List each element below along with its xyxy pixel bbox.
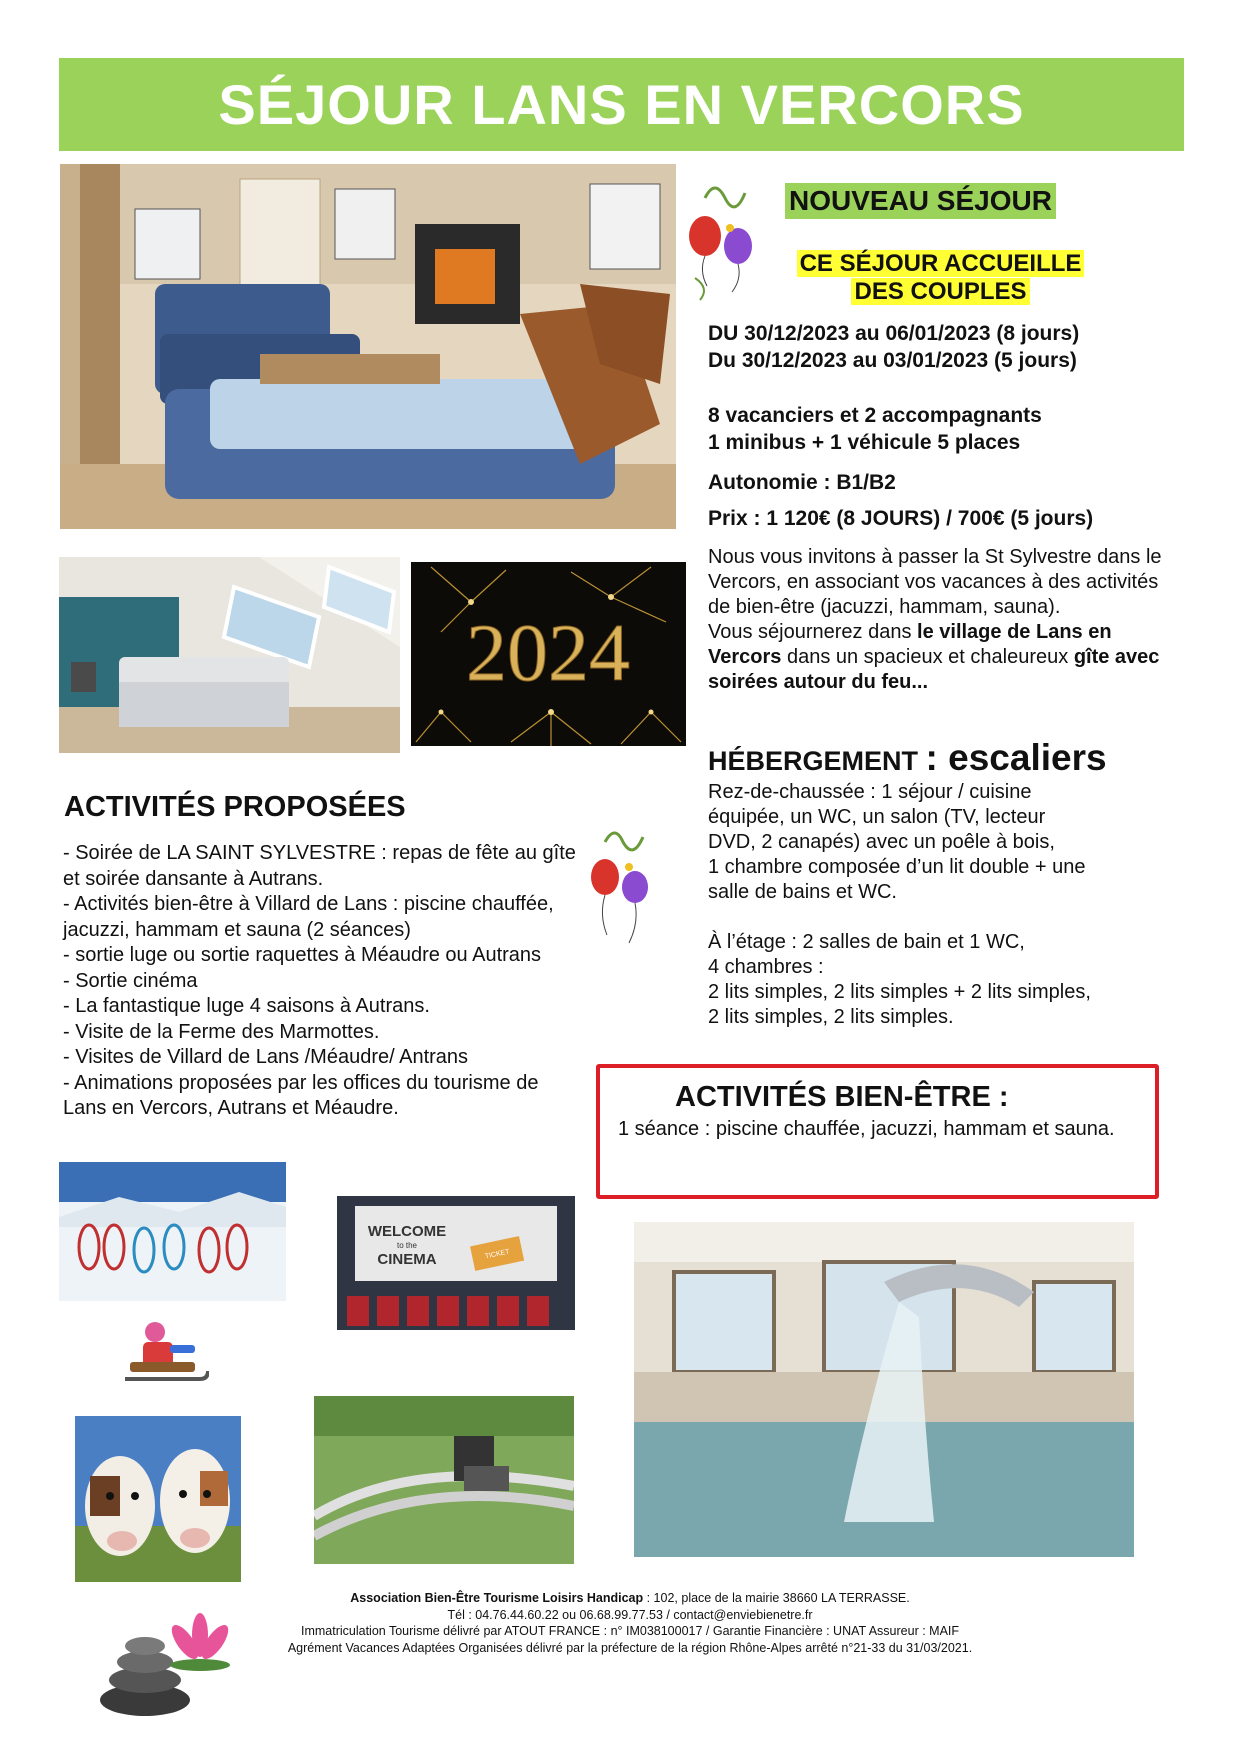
list-item: - Sortie cinéma	[63, 969, 198, 992]
list-item: - Activités bien-être à Villard de Lans : piscine chauffée, jacuzzi, hammam et sauna (2 séances)	[63, 893, 554, 941]
group-info	[708, 402, 1042, 456]
accommodation-line: À l’étage : 2 salles de bain et 1 WC,	[708, 931, 1025, 953]
page-title: SÉJOUR LANS EN VERCORS	[218, 73, 1025, 136]
year-2024-text: 2024	[466, 607, 630, 698]
accommodation-line: 1 chambre composée d’un lit double + une	[708, 856, 1086, 878]
alpine-coaster-photo	[314, 1396, 574, 1564]
footer-line: Association Bien-Être Tourisme Loisirs Handicap : 102, place de la mairie 38660 LA TERRASSE.	[350, 1591, 910, 1605]
spa-stones-lotus-image	[90, 1580, 240, 1730]
cows-photo	[75, 1416, 241, 1582]
accommodation-line: DVD, 2 canapés) avec un poêle à bois,	[708, 831, 1055, 853]
accommodation-line: Rez-de-chaussée : 1 séjour / cuisine	[708, 781, 1032, 803]
wellness-text: 1 séance : piscine chauffée, jacuzzi, hammam et sauna.	[618, 1118, 1115, 1140]
list-item: - Visites de Villard de Lans /Méaudre/ Antrans	[63, 1046, 469, 1068]
footer-line: Agrément Vacances Adaptées Organisées délivré par la préfecture de la région Rhône-Alpes arrêté n°21-33 du 31/03/2021.	[287, 1640, 973, 1655]
accommodation-line: 2 lits simples, 2 lits simples.	[708, 1006, 954, 1028]
vehicles: 1 minibus + 1 véhicule 5 places	[708, 431, 1021, 454]
cinema-image	[337, 1196, 575, 1330]
balloons-icon	[680, 178, 765, 302]
accommodation-line: salle de bains et WC.	[708, 881, 897, 903]
activities-list	[63, 841, 585, 1122]
autonomy-level: Autonomie : B1/B2	[708, 471, 896, 494]
cinema-welcome-text: WELCOME	[367, 1223, 447, 1240]
couples-notice: CE SÉJOUR ACCUEILLE DES COUPLES	[778, 250, 1103, 306]
participants: 8 vacanciers et 2 accompagnants	[708, 404, 1042, 427]
bedroom-photo	[59, 557, 400, 753]
accommodation-line: 4 chambres :	[708, 956, 824, 978]
list-item: - Visite de la Ferme des Marmottes.	[63, 1020, 380, 1043]
wellness-box	[596, 1064, 1159, 1199]
list-item: - Soirée de LA SAINT SYLVESTRE : repas de fête au gîte et soirée dansante à Autrans.	[63, 842, 576, 890]
sled-icon	[115, 1317, 209, 1392]
living-room-photo	[60, 164, 676, 529]
balloons-icon	[585, 822, 657, 967]
cinema-ticket-text: TICKET	[484, 1248, 511, 1261]
title-banner	[59, 58, 1184, 151]
list-item: - La fantastique luge 4 saisons à Autrans.	[63, 995, 430, 1017]
accommodation-line: 2 lits simples, 2 lits simples + 2 lits simples,	[708, 981, 1091, 1003]
date-line: DU 30/12/2023 au 06/01/2023 (8 jours)	[708, 322, 1080, 345]
accommodation-line: équipée, un WC, un salon (TV, lecteur	[708, 806, 1046, 828]
stay-dates	[708, 320, 1079, 374]
accommodation-details	[708, 780, 1168, 1030]
cinema-word-text: CINEMA	[377, 1251, 437, 1268]
footer-line: Immatriculation Tourisme délivré par ATOUT FRANCE : n° IM038100017 / Garantie Financière : UNAT Assureur : MAIF	[300, 1624, 960, 1638]
price: Prix : 1 120€ (8 JOURS) / 700€ (5 jours)	[708, 507, 1094, 530]
cinema-to-text: to the	[396, 1241, 418, 1250]
new-stay-label: NOUVEAU SÉJOUR	[785, 183, 1056, 219]
footer	[220, 1590, 1040, 1656]
pool-photo	[634, 1222, 1134, 1557]
accommodation-spacer	[708, 905, 1168, 930]
list-item: - Animations proposées par les offices du tourisme de Lans en Vercors, Autrans et Méaudre.	[63, 1071, 539, 1119]
intro-paragraph: Nous vous invitons à passer la St Sylvestre dans le Vercors, en associant vos vacances à des activités de bien-être (jacuzzi, hammam, sauna). Vous séjournerez dans le village de Lans en Vercors dans un spacieux et chaleureux gîte avec soirées autour du feu...	[708, 546, 1162, 693]
wellness-title: ACTIVITÉS BIEN-ÊTRE :	[675, 1081, 1009, 1113]
snowshoes-photo	[59, 1162, 286, 1301]
footer-line: Tél : 04.76.44.60.22 ou 06.68.99.77.53 / contact@enviebienetre.fr	[447, 1607, 813, 1622]
accommodation-heading: HÉBERGEMENT : escaliers	[708, 737, 1107, 778]
new-year-2024-image	[411, 562, 686, 746]
list-item: - sortie luge ou sortie raquettes à Méaudre ou Autrans	[63, 944, 542, 966]
activities-heading: ACTIVITÉS PROPOSÉES	[64, 791, 406, 823]
date-line: Du 30/12/2023 au 03/01/2023 (5 jours)	[708, 349, 1077, 372]
